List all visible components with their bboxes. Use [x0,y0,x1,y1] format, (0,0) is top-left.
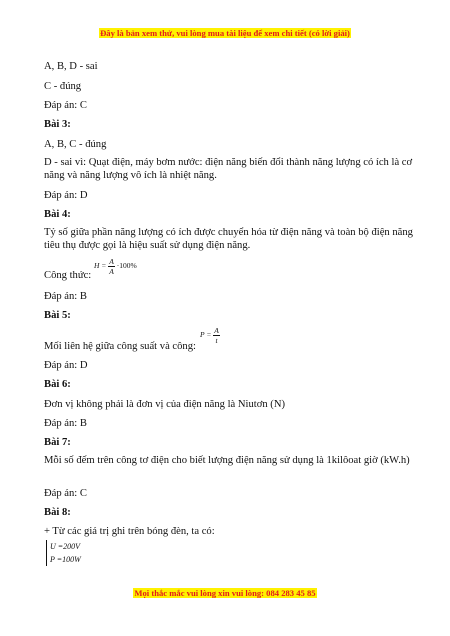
exercise-heading: Bài 4: [44,209,71,220]
formula-denominator: t [215,336,218,345]
formula-numerator: A [109,257,114,266]
power-formula [200,326,220,345]
exercise-heading: Bài 3: [44,119,71,130]
formula-label: Công thức: [44,270,92,281]
efficiency-formula [94,257,137,276]
exercise-heading: Bài 5: [44,310,71,321]
text-paragraph: Mỗi số đếm trên công tơ điện cho biết lượng điện năng sử dụng là 1kilôoat giờ (kW.h) [44,455,410,466]
answer-line: Đáp án: B [44,418,87,429]
preview-banner [0,28,450,38]
answer-line: Đáp án: C [44,100,87,111]
answer-line: Đáp án: D [44,360,88,371]
formula-lhs: P = [200,330,212,340]
formula-lhs: H = [94,261,107,271]
exercise-heading: Bài 7: [44,437,71,448]
bulb-values-system [46,540,81,566]
formula-fraction [108,257,115,276]
contact-banner [0,588,450,598]
text-paragraph: D - sai vì: Quạt điện, máy bơm nước: điện năng biến đổi thành năng lượng có ích là cơ năng và năng lượng vô ích là nhiệt năng. [44,157,413,181]
text-line: A, B, D - sai [44,61,98,72]
text-line: + Từ các giá trị ghi trên bóng đèn, ta có: [44,526,215,537]
formula-numerator: A [214,326,219,335]
text-paragraph: Tỷ số giữa phần năng lượng có ích được chuyển hóa từ điện năng và toàn bộ điện năng tiêu thụ được gọi là hiệu suất sử dụng điện năng. [44,227,413,251]
answer-line: Đáp án: B [44,291,87,302]
text-line: A, B, C - đúng [44,139,107,150]
answer-line: Đáp án: D [44,190,88,201]
formula-denominator: A [109,267,114,276]
text-line: Mối liên hệ giữa công suất và công: [44,341,196,352]
power-value: P =100W [50,555,81,564]
exercise-heading: Bài 8: [44,507,71,518]
formula-fraction [213,326,220,345]
contact-banner-text: Mọi thắc mắc vui lòng xin vui lòng: 084 283 45 85 [134,588,316,598]
formula-tail: ·100% [116,261,137,271]
exercise-heading: Bài 6: [44,379,71,390]
voltage-value: U =200V [50,542,81,551]
answer-line: Đáp án: C [44,488,87,499]
text-line: Đơn vị không phải là đơn vị của điện năng là Niutơn (N) [44,399,285,410]
preview-banner-text: Đây là bản xem thử, vui lòng mua tài liệu để xem chi tiết (có lời giải) [100,28,350,38]
text-line: C - đúng [44,81,82,92]
